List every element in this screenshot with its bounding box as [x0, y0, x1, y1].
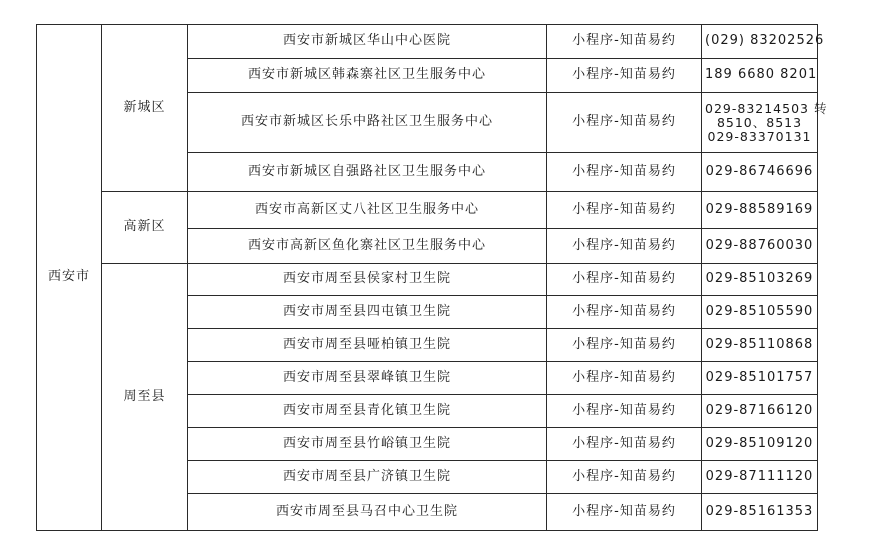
institution-cell: 西安市新城区长乐中路社区卫生服务中心 — [188, 93, 547, 153]
district-cell: 周至县 — [102, 264, 188, 531]
institution-cell: 西安市周至县哑柏镇卫生院 — [188, 329, 547, 362]
booking-channel-cell: 小程序-知苗易约 — [547, 428, 702, 461]
phone-cell: 029-87111120 — [702, 461, 818, 494]
institution-cell: 西安市周至县翠峰镇卫生院 — [188, 362, 547, 395]
institution-cell: 西安市新城区韩森寨社区卫生服务中心 — [188, 59, 547, 93]
institution-cell: 西安市周至县侯家村卫生院 — [188, 264, 547, 296]
booking-channel-cell: 小程序-知苗易约 — [547, 192, 702, 229]
phone-cell: (029) 83202526 — [702, 25, 818, 59]
institution-cell: 西安市新城区华山中心医院 — [188, 25, 547, 59]
institution-cell: 西安市高新区丈八社区卫生服务中心 — [188, 192, 547, 229]
city-cell: 西安市 — [37, 25, 102, 531]
booking-channel-cell: 小程序-知苗易约 — [547, 395, 702, 428]
phone-cell: 029-88760030 — [702, 229, 818, 264]
institution-cell: 西安市周至县竹峪镇卫生院 — [188, 428, 547, 461]
phone-cell: 029-85103269 — [702, 264, 818, 296]
vaccination-sites-table — [36, 24, 828, 531]
phone-cell — [702, 93, 828, 153]
booking-channel-cell: 小程序-知苗易约 — [547, 25, 702, 59]
booking-channel-cell: 小程序-知苗易约 — [547, 93, 702, 153]
table-row — [37, 25, 818, 59]
institution-cell: 西安市高新区鱼化寨社区卫生服务中心 — [188, 229, 547, 264]
phone-cell: 029-85110868 — [702, 329, 818, 362]
institution-cell: 西安市周至县青化镇卫生院 — [188, 395, 547, 428]
booking-channel-cell: 小程序-知苗易约 — [547, 461, 702, 494]
booking-channel-cell: 小程序-知苗易约 — [547, 153, 702, 192]
booking-channel-cell: 小程序-知苗易约 — [547, 362, 702, 395]
booking-channel-cell: 小程序-知苗易约 — [547, 296, 702, 329]
phone-cell: 029-85161353 — [702, 494, 818, 531]
phone-cell: 189 6680 8201 — [702, 59, 818, 93]
district-cell: 高新区 — [102, 192, 188, 264]
table-row — [37, 192, 818, 229]
phone-cell: 029-87166120 — [702, 395, 818, 428]
phone-cell: 029-85101757 — [702, 362, 818, 395]
booking-channel-cell: 小程序-知苗易约 — [547, 264, 702, 296]
booking-channel-cell: 小程序-知苗易约 — [547, 229, 702, 264]
phone-line: 8510、8513 — [716, 114, 803, 130]
institution-cell: 西安市新城区自强路社区卫生服务中心 — [188, 153, 547, 192]
phone-cell: 029-85105590 — [702, 296, 818, 329]
district-cell: 新城区 — [102, 25, 188, 192]
institution-cell: 西安市周至县广济镇卫生院 — [188, 461, 547, 494]
booking-channel-cell: 小程序-知苗易约 — [547, 59, 702, 93]
phone-line: 029-83370131 — [707, 128, 812, 144]
booking-channel-cell: 小程序-知苗易约 — [547, 329, 702, 362]
institution-cell: 西安市周至县四屯镇卫生院 — [188, 296, 547, 329]
phone-line: 029-83214503 转 — [705, 100, 828, 116]
booking-channel-cell: 小程序-知苗易约 — [547, 494, 702, 531]
table-row — [37, 264, 818, 296]
phone-cell: 029-85109120 — [702, 428, 818, 461]
institution-cell: 西安市周至县马召中心卫生院 — [188, 494, 547, 531]
phone-cell: 029-86746696 — [702, 153, 818, 192]
phone-cell: 029-88589169 — [702, 192, 818, 229]
